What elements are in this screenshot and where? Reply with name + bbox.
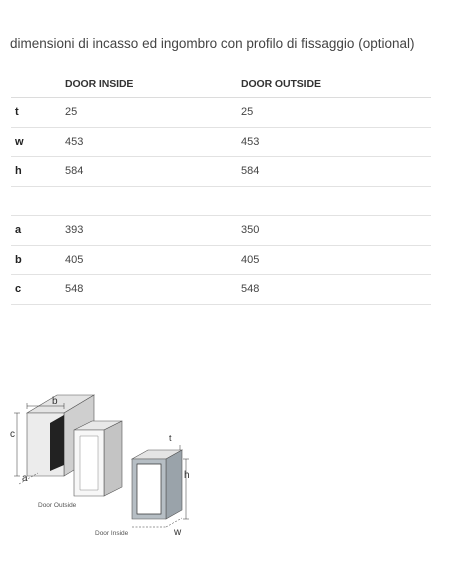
door-outside-illustration (74, 421, 122, 496)
row-key: c (11, 275, 65, 305)
door-inside-value: 453 (65, 127, 241, 157)
label-w: w (174, 527, 182, 538)
door-outside-value (241, 186, 431, 216)
table-row (11, 245, 431, 275)
label-a: a (22, 473, 28, 484)
row-key (11, 186, 65, 216)
door-outside-value: 584 (241, 157, 431, 187)
label-t: t (169, 433, 172, 443)
label-c: c (10, 429, 15, 440)
door-outside-value: 25 (241, 98, 431, 128)
caption-door-outside: Door Outside (38, 502, 77, 509)
table-row (11, 157, 431, 187)
table-header-row (11, 70, 431, 98)
section-heading: dimensioni di incasso ed ingombro con profilo di fissaggio (optional) (10, 36, 415, 51)
door-outside-value: 453 (241, 127, 431, 157)
table-row (11, 98, 431, 128)
row-key: a (11, 216, 65, 246)
caption-door-inside: Door Inside (95, 530, 129, 537)
door-outside-value: 548 (241, 275, 431, 305)
column-header-key (11, 70, 65, 98)
door-inside-value: 393 (65, 216, 241, 246)
door-outside-value: 350 (241, 216, 431, 246)
door-inside-value (65, 186, 241, 216)
column-header-door-outside: DOOR OUTSIDE (241, 70, 431, 98)
row-key: t (11, 98, 65, 128)
table-row (11, 275, 431, 305)
table-row (11, 216, 431, 246)
label-b: b (52, 396, 58, 407)
row-key: h (11, 157, 65, 187)
row-key: b (11, 245, 65, 275)
dimensions-table (11, 70, 431, 305)
door-inside-value: 548 (65, 275, 241, 305)
label-h: h (184, 470, 190, 481)
door-inside-illustration (132, 450, 182, 519)
row-key: w (11, 127, 65, 157)
table-row (11, 127, 431, 157)
door-inside-value: 25 (65, 98, 241, 128)
door-outside-value: 405 (241, 245, 431, 275)
installation-diagram (10, 385, 210, 550)
door-inside-value: 405 (65, 245, 241, 275)
table-row-empty (11, 186, 431, 216)
column-header-door-inside: DOOR INSIDE (65, 70, 241, 98)
door-inside-value: 584 (65, 157, 241, 187)
